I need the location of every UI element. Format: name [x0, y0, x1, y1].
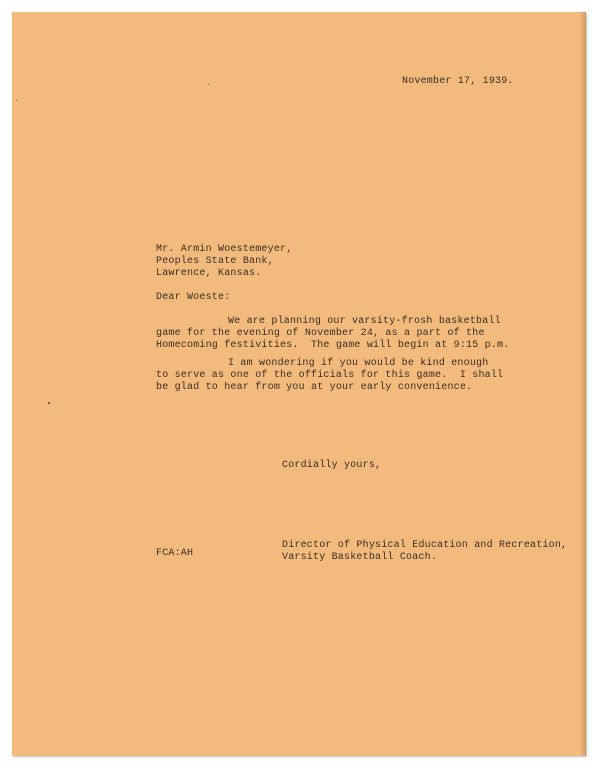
closing: Cordially yours, — [282, 460, 382, 471]
paper-speck — [48, 402, 50, 404]
typist-initials: FCA:AH — [156, 548, 194, 559]
recipient-name: Mr. Armin Woestemeyer, — [156, 244, 293, 255]
letter-page — [12, 12, 586, 756]
paragraph-2-line-2: to serve as one of the officials for this game. I shall — [156, 370, 504, 381]
signature-title-line-1: Director of Physical Education and Recreation, — [282, 540, 568, 551]
signature-title-line-2: Varsity Basketball Coach. — [282, 552, 438, 563]
letter-date: November 17, 1939. — [402, 76, 514, 87]
page-edge-shadow — [580, 12, 586, 756]
recipient-city: Lawrence, Kansas. — [156, 268, 262, 279]
salutation: Dear Woeste: — [156, 292, 231, 303]
paragraph-1-line-2: game for the evening of November 24, as a part of the — [156, 328, 485, 339]
paragraph-2-line-1: I am wondering if you would be kind enough — [228, 358, 489, 369]
paragraph-1-line-3: Homecoming festivities. The game will begin at 9:15 p.m. — [156, 340, 510, 351]
paragraph-2-line-3: be glad to hear from you at your early convenience. — [156, 382, 473, 393]
recipient-company: Peoples State Bank, — [156, 256, 274, 267]
paragraph-1-line-1: We are planning our varsity-frosh basketball — [228, 316, 501, 327]
paper-speck — [208, 84, 209, 85]
paper-speck — [16, 100, 17, 101]
